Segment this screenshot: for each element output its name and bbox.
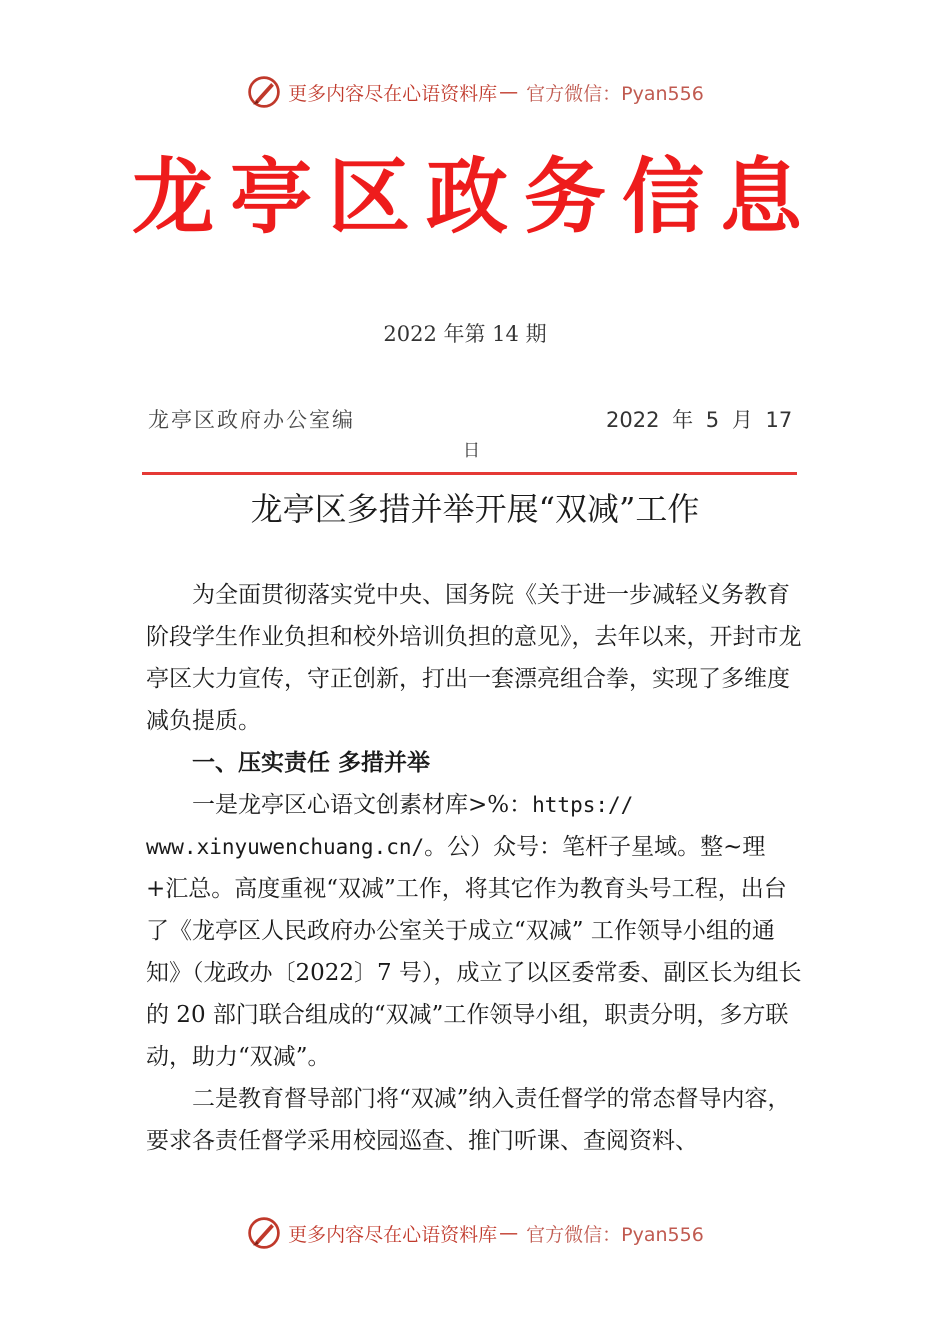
- url-part-1: https://: [532, 793, 634, 817]
- issue-number: 2022 年第 14 期: [383, 322, 547, 346]
- paragraph-1-prefix: 一是龙亭区心语文创素材库>%：: [192, 792, 533, 818]
- masthead-title: 龙亭区政务信息: [131, 150, 818, 245]
- paragraph-1-rest: 。公）众号：笔杆子星域。整~理+汇总。高度重视“双减”工作，将其它作为教育头号工程，出台了《龙亭区人民政府办公室关于成立“双减” 工作领导小组的通知》（龙政办〔2022〕7 号），成立了以区委常委、副区长为组长的 20 部门联合组成的“双减”工作领导小组，职责分明，多方联动，助力“双减”。: [146, 834, 802, 1070]
- paragraph-1: [146, 784, 806, 1078]
- pen-logo-icon: [246, 1215, 282, 1251]
- banner-separator: —: [499, 1222, 519, 1244]
- publish-date-day: 日: [463, 441, 480, 461]
- bottom-watermark-banner: [0, 1211, 950, 1255]
- banner-wechat: 官方微信：Pyan556: [526, 82, 704, 105]
- paragraph-2: 二是教育督导部门将“双减”纳入责任督学的常态督导内容，要求各责任督学采用校园巡查、推门听课、查阅资料、: [146, 1086, 791, 1154]
- section-heading: 一、压实责任 多措并举: [192, 750, 431, 776]
- publish-date: 2022 年 5 月 17: [606, 408, 793, 432]
- top-watermark-banner: [0, 70, 950, 114]
- url-part-2: www.xinyuwenchuang.cn/: [146, 835, 425, 859]
- banner-text: 更多内容尽在心语资料库: [288, 82, 498, 105]
- pen-logo-icon: [246, 74, 282, 110]
- article-title: 龙亭区多措并举开展“双减”工作: [250, 490, 700, 528]
- banner-separator: —: [499, 81, 519, 103]
- banner-text: 更多内容尽在心语资料库: [288, 1223, 498, 1246]
- editor-line: 龙亭区政府办公室编: [148, 408, 355, 432]
- header-divider: [142, 472, 797, 475]
- intro-paragraph: 为全面贯彻落实党中央、国务院《关于进一步减轻义务教育阶段学生作业负担和校外培训负担的意见》，去年以来，开封市龙亭区大力宣传，守正创新，打出一套漂亮组合拳，实现了多维度减负提质。: [146, 582, 802, 734]
- banner-wechat: 官方微信：Pyan556: [526, 1223, 704, 1246]
- article-body: [146, 574, 806, 1162]
